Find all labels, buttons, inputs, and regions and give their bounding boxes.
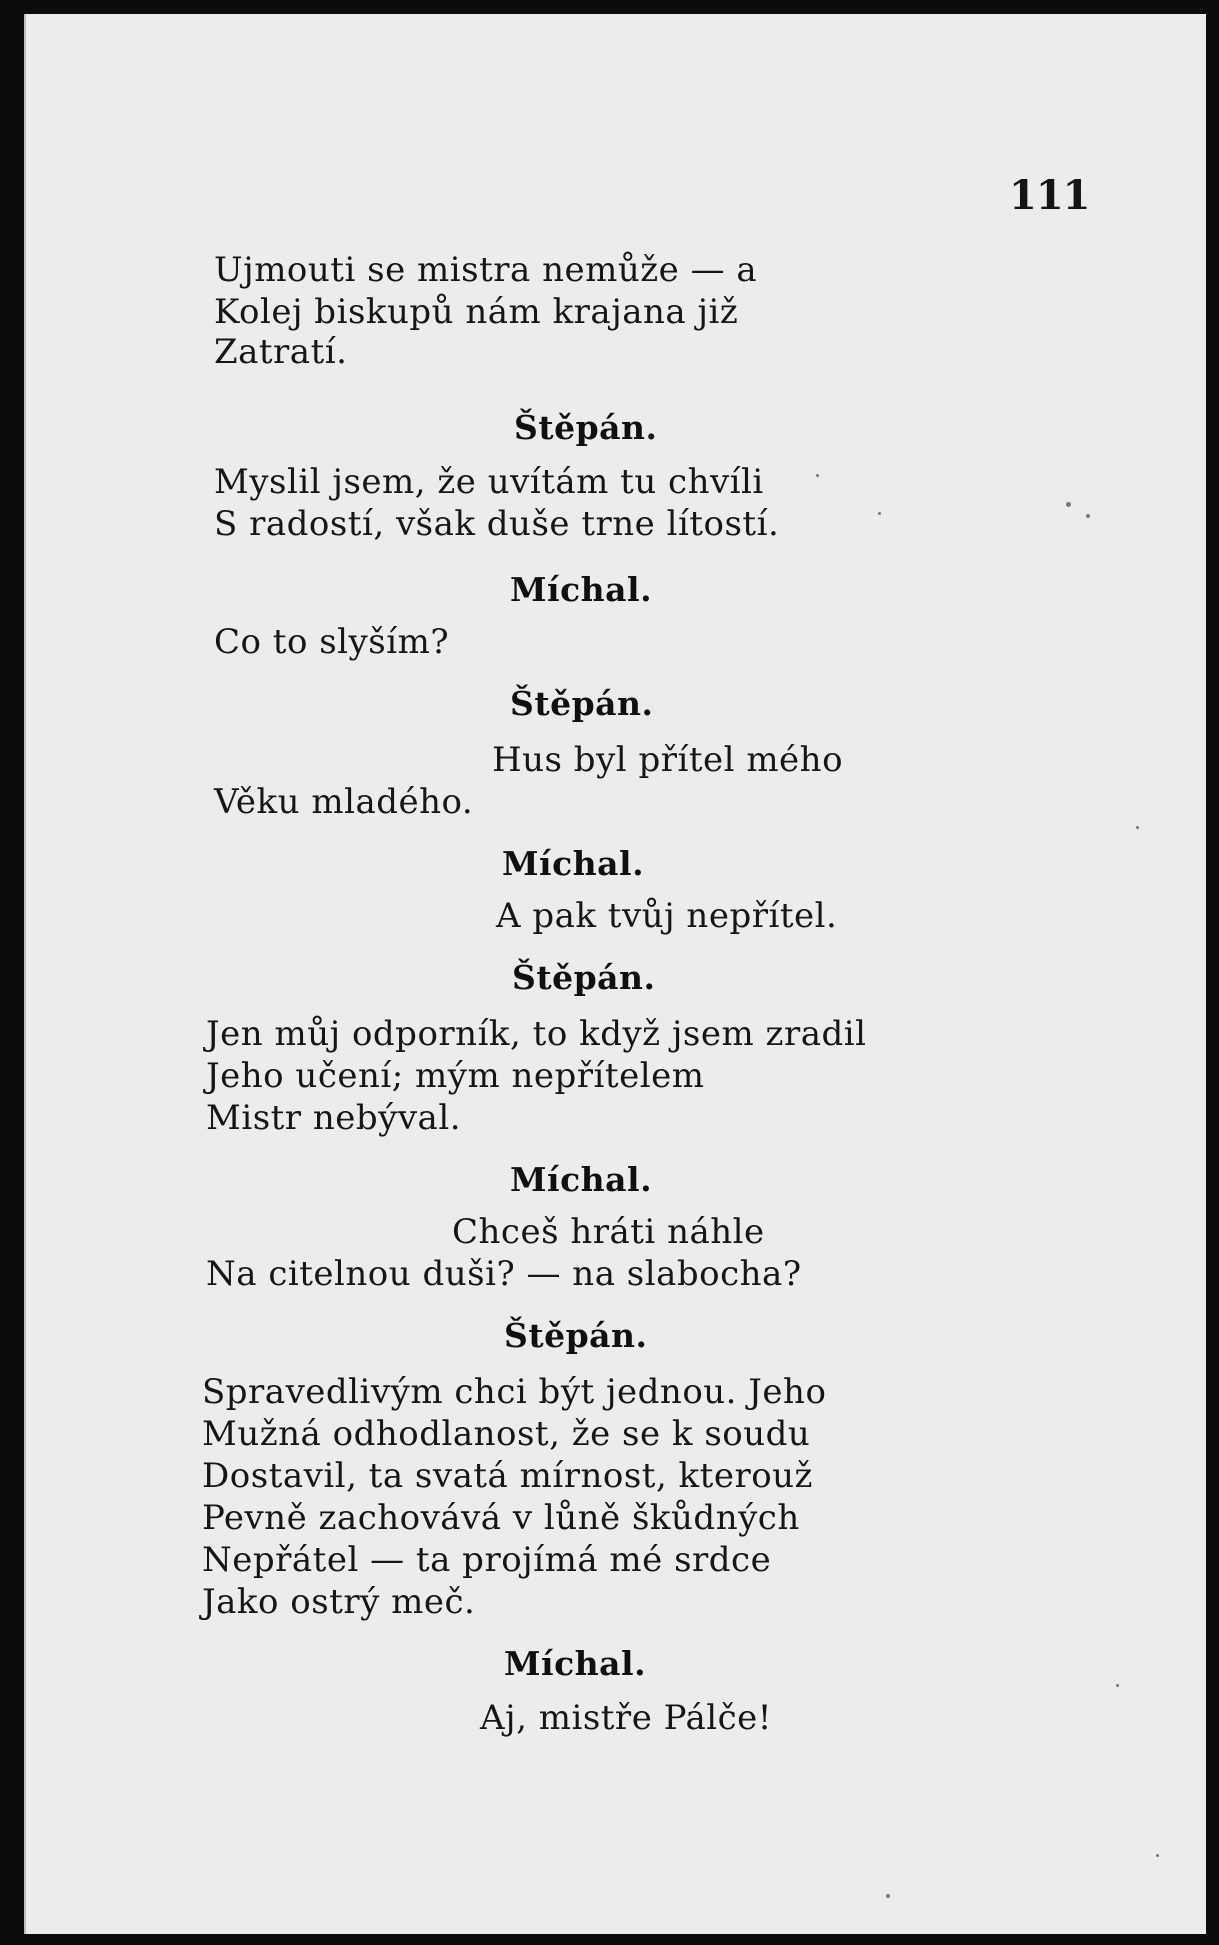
verse-line: Spravedlivým chci být jednou. Jeho — [202, 1372, 827, 1412]
paper-speck — [1086, 514, 1090, 518]
speaker-name: Štěpán. — [510, 684, 654, 723]
verse-line: Dostavil, ta svatá mírnost, kterouž — [202, 1456, 813, 1496]
verse-line: Pevně zachovává v lůně škůdných — [202, 1498, 800, 1538]
speaker-name: Míchal. — [504, 1644, 647, 1683]
verse-line: Jako ostrý meč. — [202, 1582, 476, 1622]
verse-line: Jeho učení; mým nepřítelem — [206, 1056, 705, 1096]
verse-line: A pak tvůj nepřítel. — [496, 896, 838, 936]
verse-line: Hus byl přítel mého — [492, 740, 844, 780]
paper-speck — [1136, 826, 1139, 829]
speaker-name: Štěpán. — [514, 408, 658, 447]
paper-speck — [1156, 1854, 1159, 1857]
verse-line: Co to slyším? — [214, 622, 450, 662]
speaker-name: Míchal. — [510, 570, 653, 609]
speaker-name: Míchal. — [502, 844, 645, 883]
verse-line: Nepřátel — ta projímá mé srdce — [202, 1540, 772, 1580]
paper-speck — [1116, 1684, 1119, 1687]
verse-line: Kolej biskupů nám krajana již — [214, 292, 739, 332]
verse-line: Mužná odhodlanost, že se k soudu — [202, 1414, 811, 1454]
verse-line: Myslil jsem, že uvítám tu chvíli — [214, 462, 764, 502]
paper-speck — [878, 512, 881, 515]
page-number: 111 — [1009, 172, 1090, 219]
verse-line: Věku mladého. — [214, 782, 474, 822]
book-page — [24, 14, 1206, 1934]
paper-speck — [816, 474, 819, 477]
verse-line: Ujmouti se mistra nemůže — a — [214, 250, 758, 290]
verse-line: Zatratí. — [214, 332, 348, 372]
paper-speck — [1066, 502, 1071, 507]
verse-line: Jen můj odporník, to když jsem zradil — [206, 1014, 867, 1054]
speaker-name: Míchal. — [510, 1160, 653, 1199]
verse-line: Aj, mistře Pálče! — [480, 1698, 772, 1738]
verse-line: Na citelnou duši? — na slabocha? — [206, 1254, 802, 1294]
verse-line: Mistr nebýval. — [206, 1098, 462, 1138]
speaker-name: Štěpán. — [504, 1316, 648, 1355]
verse-line: Chceš hráti náhle — [452, 1212, 765, 1252]
paper-speck — [886, 1894, 890, 1898]
speaker-name: Štěpán. — [512, 958, 656, 997]
verse-line: S radostí, však duše trne lítostí. — [214, 504, 780, 544]
